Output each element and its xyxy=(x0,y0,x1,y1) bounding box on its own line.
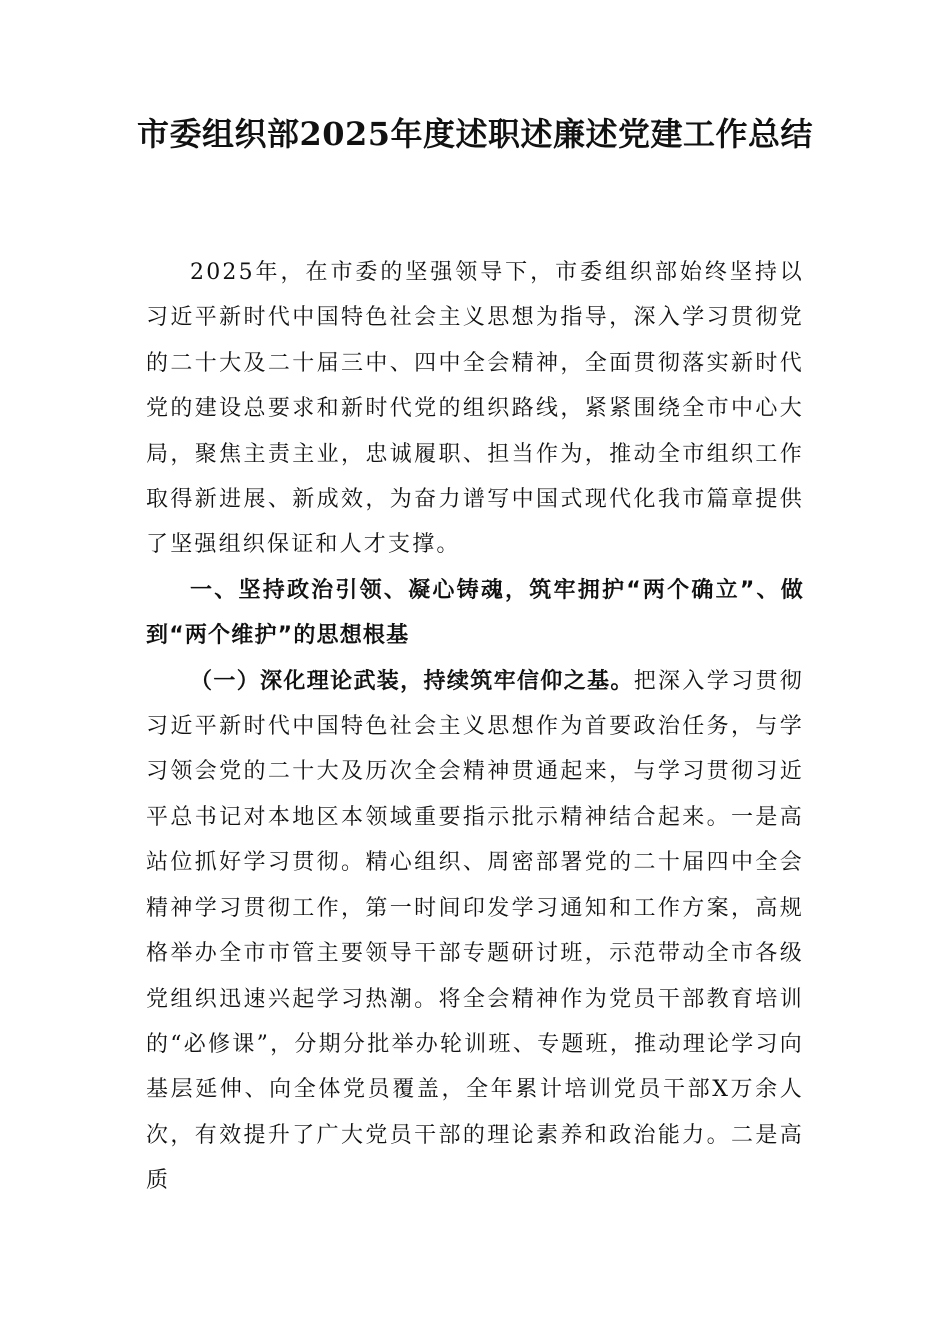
document-body xyxy=(146,250,804,1204)
document-title: 市委组织部2025年度述职述廉述党建工作总结 xyxy=(136,115,814,153)
subsection-paragraph-1 xyxy=(146,659,804,1204)
intro-paragraph: 2025年，在市委的坚强领导下，市委组织部始终坚持以习近平新时代中国特色社会主义思想为指导，深入学习贯彻党的二十大及二十届三中、四中全会精神，全面贯彻落实新时代党的建设总要求和新时代党的组织路线，紧紧围绕全市中心大局，聚焦主责主业，忠诚履职、担当作为，推动全市组织工作取得新进展、新成效，为奋力谱写中国式现代化我市篇章提供了坚强组织保证和人才支撑。 xyxy=(146,260,804,558)
subsection-text: 把深入学习贯彻习近平新时代中国特色社会主义思想作为首要政治任务，与学习领会党的二十大及历次全会精神贯通起来，与学习贯彻习近平总书记对本地区本领域重要指示批示精神结合起来。一是高站位抓好学习贯彻。精心组织、周密部署党的二十届四中全会精神学习贯彻工作，第一时间印发学习通知和工作方案，高规格举办全市市管主要领导干部专题研讨班，示范带动全市各级党组织迅速兴起学习热潮。将全会精神作为党员干部教育培训的“必修课”，分期分批举办轮训班、专题班，推动理论学习向基层延伸、向全体党员覆盖，全年累计培训党员干部X万余人次，有效提升了广大党员干部的理论素养和政治能力。二是高质 xyxy=(146,668,804,1194)
section-heading-1: 一、坚持政治引领、凝心铸魂，筑牢拥护“两个确立”、做到“两个维护”的思想根基 xyxy=(146,577,804,649)
subsection-lead: （一）深化理论武装，持续筑牢信仰之基。 xyxy=(190,668,634,694)
